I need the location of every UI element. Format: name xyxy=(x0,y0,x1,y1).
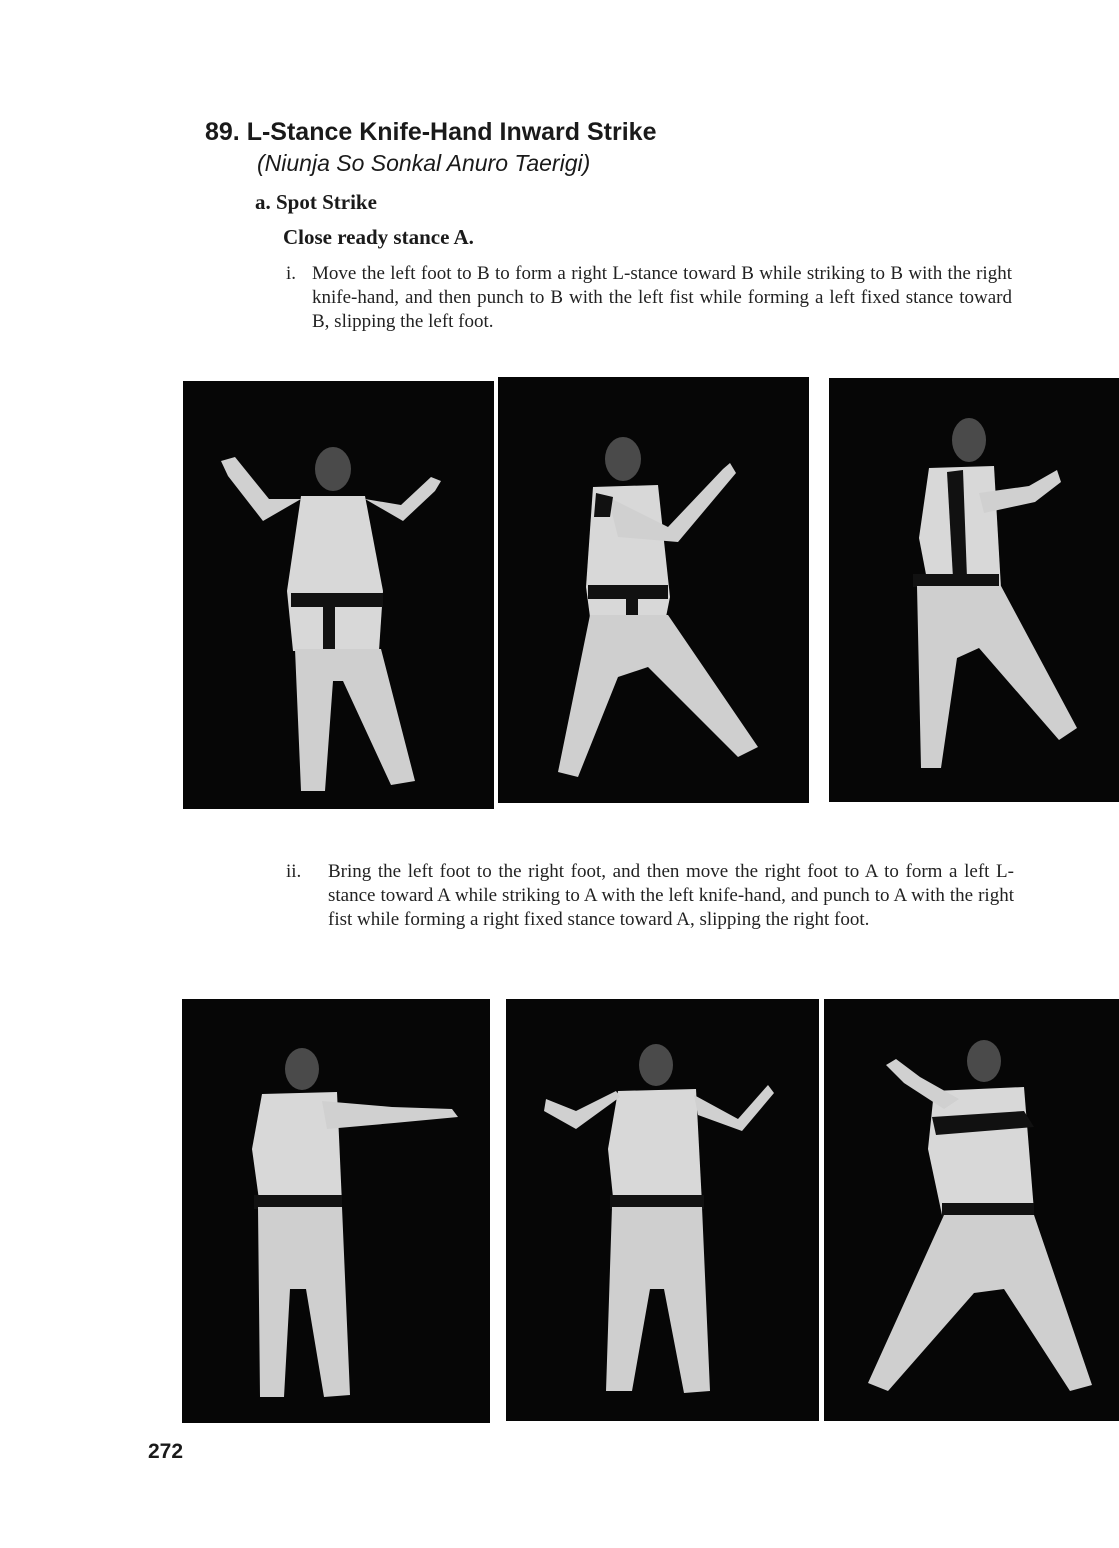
step-text: Bring the left foot to the right foot, and then move the right foot to A to form a left L-stance toward A while striking to A with the left knife-hand, and punch to A with the right fist while forming a right fixed stance toward A, slipping the right foot. xyxy=(328,861,1014,930)
photo-step-i-2 xyxy=(498,377,809,803)
step-marker: i. xyxy=(286,263,297,284)
photo-step-ii-1 xyxy=(182,999,490,1423)
step-ii xyxy=(286,860,1016,970)
page-number: 272 xyxy=(148,1440,184,1463)
section-heading: a. Spot Strike xyxy=(255,190,377,214)
photo-step-i-1 xyxy=(183,381,494,809)
photo-step-i-3 xyxy=(829,378,1119,802)
page-subtitle: (Niunja So Sonkal Anuro Taerigi) xyxy=(257,150,591,176)
page-title: 89. L-Stance Knife-Hand Inward Strike xyxy=(205,118,657,146)
ready-stance-line: Close ready stance A. xyxy=(283,225,474,249)
photo-step-ii-3 xyxy=(824,999,1119,1421)
step-text: Move the left foot to B to form a right L-stance toward B while striking to B with the right knife-hand, and then punch to B with the left fist while forming a left fixed stance toward B, slipping the left foot. xyxy=(312,263,1012,332)
photo-step-ii-2 xyxy=(506,999,819,1421)
step-marker: ii. xyxy=(286,861,302,882)
step-i xyxy=(286,262,1016,372)
